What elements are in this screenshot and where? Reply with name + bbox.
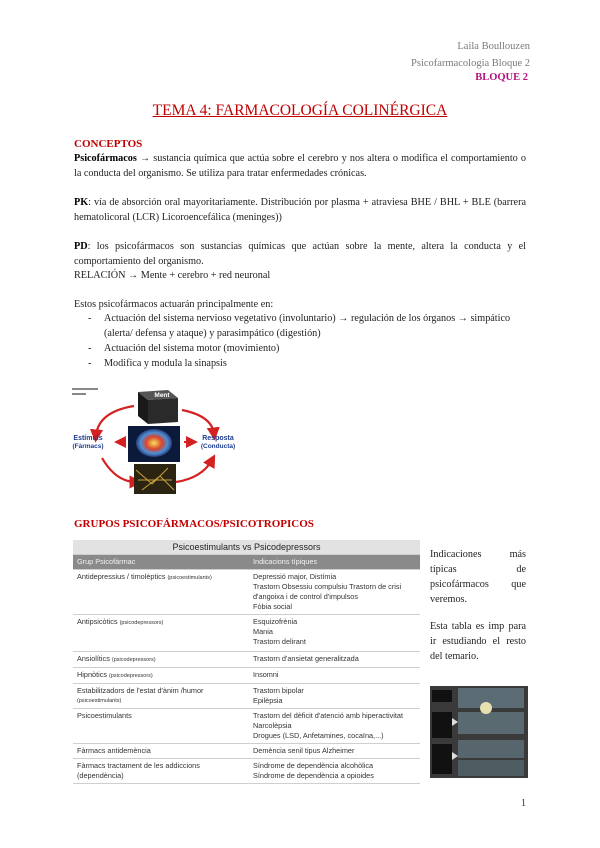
mind-brain-diagram	[72, 386, 240, 498]
indication: Síndrome de dependència a opioides	[253, 771, 374, 780]
table-row	[73, 684, 420, 709]
table-row	[73, 668, 420, 684]
thumb-arrow-icon	[452, 718, 458, 726]
brain-icon	[136, 429, 172, 457]
term-pd: PD	[74, 241, 88, 252]
farmacs-label: (Fàrmacs)	[72, 443, 104, 450]
term-psicofarmacos: Psicofármacos	[74, 153, 137, 164]
table-row	[73, 615, 420, 652]
table-row	[73, 709, 420, 744]
group-tag: (psicodepressors)	[119, 620, 164, 626]
side-note-tabla: Esta tabla es imp para ir estudiando el resto del temario.	[430, 621, 526, 662]
indication: Insomni	[253, 670, 279, 679]
table-row	[73, 652, 420, 668]
thumbnail-diagram	[430, 686, 528, 778]
table-row	[73, 744, 420, 759]
paragraph-actuan-intro: Estos psicofármacos actuarán principalmente en:	[74, 299, 274, 310]
indication: Síndrome de dependència alcohòlica	[253, 761, 374, 770]
table-cell	[249, 668, 420, 684]
group-name: Psicoestimulants	[77, 711, 132, 720]
paragraph-pd	[74, 239, 526, 269]
table-cell	[249, 744, 420, 759]
paragraph-psicofarmacos	[74, 151, 526, 181]
list-item: - Actuación del sistema nervioso vegetativo (involuntario) → regulación de los órganos → simpático (alerta/ defensa y ataque) y parasimpático (digestión)	[74, 311, 526, 341]
indication: Demència senil tipus Alzheimer	[253, 746, 355, 755]
table-cell	[73, 684, 249, 709]
caption-line	[72, 388, 98, 390]
column-header: Grup Psicofàrmac	[73, 555, 249, 570]
indication: Trastorn d'ansietat generalitzada	[253, 654, 359, 663]
indication: Trastorn Obsessiu compulsiu Trastorn de crisi d'angoixa i de control d'impulsos	[253, 582, 402, 601]
table-row	[73, 759, 420, 784]
table-cell	[249, 652, 420, 668]
table-cell	[249, 709, 420, 744]
table-cell	[249, 759, 420, 784]
page-title: TEMA 4: FARMACOLOGÍA COLINÉRGICA	[152, 102, 448, 119]
table-row	[73, 570, 420, 615]
table-cell	[73, 759, 249, 784]
page-number: 1	[521, 798, 526, 809]
thumb-block	[458, 740, 524, 758]
arrow-icon	[182, 410, 214, 434]
diagram-svg	[72, 386, 240, 498]
group-tag: (psicoestimulants)	[77, 698, 122, 704]
group-name: Fàrmacs tractament de les addiccions (dependència)	[77, 761, 200, 780]
arrow-icon	[176, 460, 212, 482]
header-author: Laila Boullouzen	[457, 41, 530, 52]
indication: Epilèpsia	[253, 696, 283, 705]
table-cell	[249, 570, 420, 615]
table-cell	[73, 668, 249, 684]
table-cell	[249, 615, 420, 652]
thumb-block	[458, 712, 524, 734]
group-name: Antipsicòtics	[77, 617, 118, 626]
table-cell	[73, 744, 249, 759]
header-course: Psicofarmacologia Bloque 2	[411, 58, 530, 69]
ment-label: Ment	[154, 392, 170, 399]
table-cell	[73, 652, 249, 668]
group-tag: (psicodepressors)	[109, 673, 153, 679]
group-name: Ansiolítics	[77, 654, 110, 663]
indication: Drogues (LSD, Anfetamines, cocaïna,...)	[253, 731, 384, 740]
side-note-indicaciones: Indicaciones más típicas de psicofármacos que veremos.	[430, 549, 526, 605]
indication: Trastorn delirant	[253, 637, 306, 646]
conducta-label: (Conducta)	[200, 443, 236, 450]
resposta-label: Resposta	[202, 435, 234, 442]
paragraph-relacion: RELACIÓN → Mente + cerebro + red neuronal	[74, 270, 271, 281]
psicofarmacos-table	[73, 540, 420, 784]
list-item: - Modifica y modula la sinapsis	[74, 356, 526, 371]
group-tag: (psicodepressors)	[111, 657, 156, 663]
thumb-block	[432, 690, 452, 702]
group-name: Fàrmacs antidemència	[77, 746, 151, 755]
thumb-figure-icon	[480, 702, 492, 714]
group-tag: (psicoestimulants)	[167, 575, 212, 581]
section-heading-grupos: GRUPOS PSICOFÁRMACOS/PSICOTROPICOS	[74, 518, 314, 530]
group-name: Antidepressius / timolèptics	[77, 572, 166, 581]
indication: Esquizofrènia	[253, 617, 298, 626]
table-title: Psicoestimulants vs Psicodepressors	[73, 540, 420, 555]
table-cell	[249, 684, 420, 709]
indication: Mania	[253, 627, 273, 636]
table-header-row	[73, 555, 420, 570]
indication: Depressió major, Distímia	[253, 572, 337, 581]
indication: Trastorn bipolar	[253, 686, 304, 695]
column-header: Indicacions típiques	[249, 555, 420, 570]
thumb-block	[432, 744, 452, 774]
indication: Fòbia social	[253, 602, 292, 611]
indication: Trastorn del dèficit d'atenció amb hiperactivitat	[253, 711, 403, 720]
bullet-list	[74, 311, 526, 371]
definition-psicofarmacos: sustancia química que actúa sobre el cerebro y nos altera o modifica el comportamiento o la conducta del organismo. Se utiliza para tratar enfermedades crónicas.	[74, 153, 526, 179]
definition-pd: : los psicofármacos son sustancias químicas que actúan sobre la mente, altera la conducta y el comportamiento del organismo.	[74, 241, 526, 267]
neurons-image	[134, 464, 176, 494]
indication: Narcolèpsia	[253, 721, 292, 730]
definition-pk: : vía de absorción oral mayoritariamente. Distribución por plasma + atraviesa BHE / BHL + BLE (barrera hematolicoral (LCR) Licoroencefálica (meninges))	[74, 197, 526, 223]
ment-cube	[138, 390, 178, 424]
arrow: →	[136, 153, 154, 164]
table-cell	[73, 570, 249, 615]
term-pk: PK	[74, 197, 89, 208]
estimuls-label: Estímuls	[73, 435, 103, 442]
thumb-block	[432, 712, 452, 738]
thumb-arrow-icon	[452, 752, 458, 760]
group-name: Estabilitzadors de l'estat d'ànim /humor	[77, 686, 204, 695]
section-heading-conceptos: CONCEPTOS	[74, 138, 143, 150]
table-cell	[73, 709, 249, 744]
list-item: - Actuación del sistema motor (movimiento)	[74, 341, 526, 356]
thumbnail-svg	[430, 686, 528, 778]
caption-line	[72, 393, 86, 395]
group-name: Hipnòtics	[77, 670, 108, 679]
table-cell	[73, 615, 249, 652]
thumb-block	[458, 760, 524, 776]
header-bloque: BLOQUE 2	[475, 72, 528, 83]
paragraph-pk	[74, 195, 526, 225]
